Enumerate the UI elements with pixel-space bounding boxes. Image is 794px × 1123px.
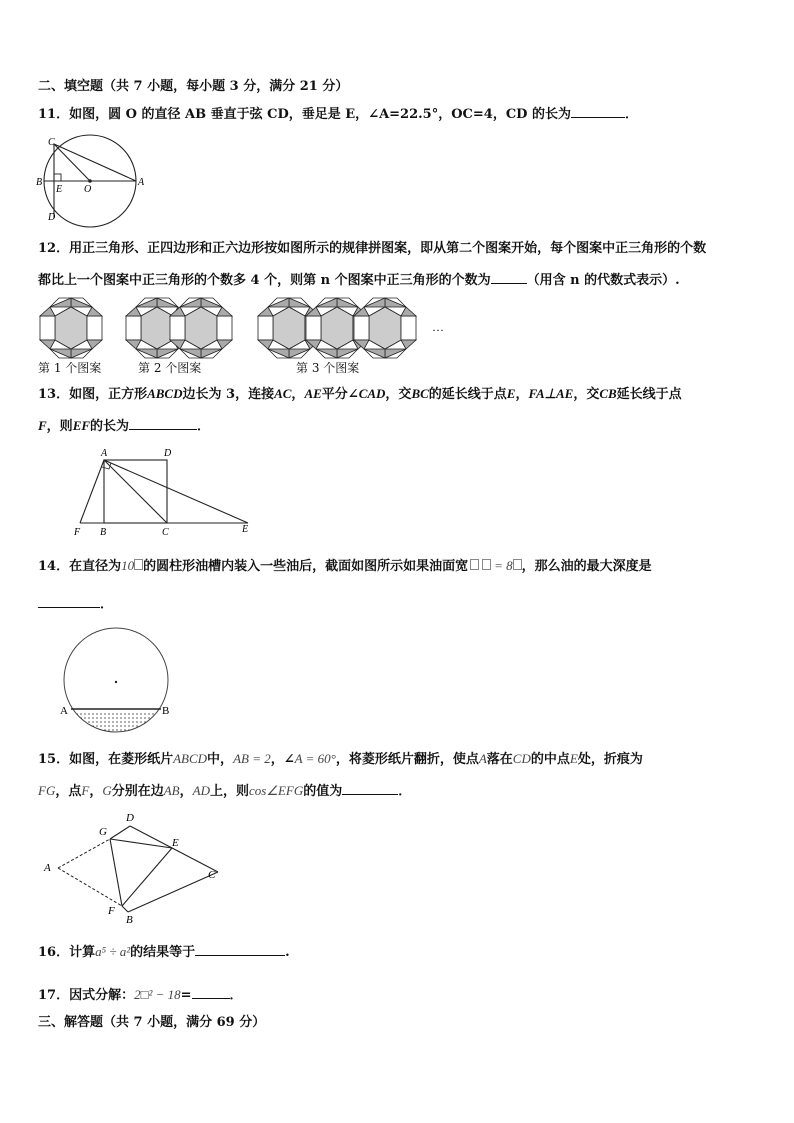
q15-a: A: [478, 751, 487, 766]
q15-angle: A = 60°: [294, 751, 336, 766]
q17-answer-blank[interactable]: [192, 985, 230, 999]
question-12-line-1: 12．用正三角形、正四边形和正六边形按如图所示的规律拼图案，即从第二个图案开始，每个图案中正三角形的个数: [38, 241, 707, 256]
q16-t1: 16．计算: [38, 945, 96, 960]
q15-side-gd: [110, 826, 130, 839]
q13-label-e: E: [242, 524, 249, 535]
q11-text: 11．如图，圆 O 的直径 AB 垂直于弦 CD，垂足是 E，∠A=22.5°，OC=4，CD 的长为: [38, 107, 571, 122]
q13-ac: AC: [274, 386, 292, 401]
q12-pattern-3-unit-3: [354, 298, 416, 358]
q15-fold-fg: [110, 839, 122, 906]
q15-t1: 15．如图，在菱形纸片: [38, 752, 174, 767]
q13-end: ．: [197, 419, 211, 434]
q13-label-f: F: [74, 527, 81, 538]
q13-t8: ，则: [46, 419, 73, 434]
q13-cad: CAD: [358, 386, 386, 401]
q13-label-c: C: [162, 527, 169, 538]
q14-t1: 14．在直径为: [38, 559, 122, 574]
q15-t13: 的值为: [303, 784, 343, 799]
q15-dashed-ag: [58, 839, 110, 868]
q14-label-b: B: [162, 705, 170, 717]
q14-circle: [64, 628, 168, 732]
question-16-text: [38, 942, 290, 962]
q15-label-g: G: [99, 826, 107, 838]
q13-f: F: [38, 418, 47, 433]
q15-t12: 上，则: [209, 784, 249, 799]
q11-answer-blank[interactable]: [571, 104, 625, 118]
question-13-line-2: [38, 416, 210, 436]
q15-abcd: ABCD: [173, 751, 208, 766]
q13-comma: ，: [291, 387, 305, 402]
q15-ab2: AB: [163, 783, 180, 798]
q15-cd: CD: [512, 751, 531, 766]
q15-ab: AB = 2: [233, 751, 271, 766]
q15-side-dc: [130, 826, 218, 872]
q12-caption-2: 第 2 个图案: [138, 361, 202, 375]
q17-t1: 17．因式分解：: [38, 988, 135, 1003]
q15-t7: 处，折痕为: [577, 752, 643, 767]
q14-box-4: [513, 559, 522, 570]
q13-t6: ，交: [573, 387, 600, 402]
question-12-line-2: [38, 270, 680, 290]
q15-e: E: [569, 751, 578, 766]
q14-box-1: [134, 559, 143, 570]
q15-label-f: F: [108, 905, 115, 917]
q14-circle-figure: [56, 622, 186, 732]
q13-cb: CB: [599, 386, 617, 401]
q11-end: ．: [624, 107, 638, 122]
q17-equals: =: [180, 988, 192, 1003]
q13-t4: ，交: [385, 387, 412, 402]
question-15-line-1: [38, 750, 643, 769]
q15-fg: FG: [38, 783, 56, 798]
q15-t6: 的中点: [530, 752, 570, 767]
q14-answer-blank[interactable]: [38, 594, 100, 608]
q13-segment-af: [80, 460, 104, 523]
q11-right-angle-mark: [54, 174, 61, 181]
section-3-title: 三、解答题（共 7 小题，满分 69 分）: [38, 1015, 266, 1030]
q15-t4: ，将菱形纸片翻折，使点: [335, 752, 479, 767]
q11-segment-co: [54, 144, 90, 181]
q13-bc: BC: [411, 386, 429, 401]
q12-text-2b: （用含 n 的代数式表示）.: [526, 273, 680, 288]
q12-caption-1: 第 1 个图案: [38, 361, 102, 375]
q12-text-2a: 都比上一个图案中正三角形的个数多 4 个，则第 n 个图案中正三角形的个数为: [38, 273, 491, 288]
q15-cos-efg: cos∠EFG: [249, 783, 304, 798]
q14-end: ．: [100, 597, 114, 612]
q15-t5: 落在: [486, 752, 513, 767]
q13-segment-ac: [104, 460, 167, 523]
q13-t3: 平分∠: [321, 387, 359, 402]
q13-label-a: A: [101, 448, 108, 459]
q16-answer-blank[interactable]: [195, 942, 285, 956]
q11-label-b: B: [36, 177, 43, 188]
q15-t11: ，: [179, 784, 193, 799]
q12-pattern-figures: [40, 298, 480, 358]
q15-g: G: [102, 783, 112, 798]
q15-end: ．: [398, 784, 412, 799]
q13-segment-ae: [104, 460, 248, 523]
q15-dashed-af: [58, 868, 122, 906]
q17-expression: 2□² − 18: [134, 987, 181, 1002]
q15-t2: 中，: [207, 752, 234, 767]
q13-t2: 边长为 3，连接: [182, 387, 275, 402]
q11-center-dot: [88, 179, 92, 183]
q13-label-b: B: [100, 527, 107, 538]
q13-answer-blank[interactable]: [129, 416, 197, 430]
q13-ef: EF: [72, 418, 91, 433]
q14-box-3: [482, 559, 491, 570]
q12-answer-blank[interactable]: [491, 270, 527, 284]
question-13-line-1: [38, 385, 682, 404]
q15-side-cb: [128, 872, 218, 912]
q15-ad: AD: [192, 783, 210, 798]
q16-expression: a⁵ ÷ a²: [95, 944, 131, 959]
q15-t9: ，: [89, 784, 103, 799]
q15-label-c: C: [208, 869, 216, 881]
q11-label-c: C: [48, 137, 55, 148]
q15-answer-blank[interactable]: [342, 781, 398, 795]
q13-label-d: D: [164, 448, 172, 459]
q14-center-dot: [115, 681, 117, 683]
q15-label-a: A: [44, 862, 51, 874]
q13-abcd: ABCD: [147, 386, 183, 401]
q11-label-a: A: [138, 177, 145, 188]
question-17-text: [38, 985, 243, 1005]
q13-square-figure: [70, 446, 270, 541]
question-11-text: [38, 104, 638, 124]
q14-diameter: 10: [121, 558, 135, 573]
q12-pattern-2-unit-2: [170, 298, 232, 358]
q15-label-e: E: [172, 837, 179, 849]
q15-segment-fe: [122, 848, 172, 906]
q15-label-b: B: [126, 914, 133, 926]
q13-right-angle-mark: [102, 463, 111, 469]
q13-t1: 13．如图，正方形: [38, 387, 148, 402]
q14-label-a: A: [60, 705, 68, 717]
q15-side-fb: [122, 906, 128, 912]
q13-fa-perp-ae: FA⊥AE: [528, 386, 574, 401]
q13-comma-2: ，: [515, 387, 529, 402]
q11-label-o: O: [84, 184, 92, 195]
q13-ae: AE: [304, 386, 322, 401]
q12-pattern-1: [40, 298, 102, 358]
q13-e: E: [506, 386, 516, 401]
q15-label-d: D: [126, 812, 134, 824]
q12-ellipsis: …: [432, 320, 444, 334]
question-15-line-2: [38, 781, 411, 801]
q11-label-d: D: [48, 212, 56, 223]
q13-t9: 的长为: [90, 419, 130, 434]
question-14-line-1: [38, 557, 652, 576]
q11-label-e: E: [56, 184, 63, 195]
q11-circle-figure: [34, 134, 154, 224]
q15-t8: ，点: [55, 784, 82, 799]
section-title: 二、填空题（共 7 小题，每小题 3 分，满分 21 分）: [38, 79, 349, 94]
q13-t5: 的延长线于点: [428, 387, 507, 402]
q15-f: F: [81, 783, 90, 798]
q14-t2: 的圆柱形油槽内装入一些油后，截面如图所示如果油面宽: [143, 559, 469, 574]
q15-rhombus-figure: [42, 810, 242, 925]
q13-t7: 延长线于点: [616, 387, 682, 402]
q12-caption-3: 第 3 个图案: [296, 361, 360, 375]
q14-box-2: [470, 559, 479, 570]
q14-t3: ，那么油的最大深度是: [521, 559, 652, 574]
q14-width: = 8: [494, 558, 513, 573]
q16-t2: 的结果等于: [130, 945, 196, 960]
question-14-line-2: [38, 594, 113, 614]
q16-end: .: [285, 945, 290, 960]
q17-end: ．: [229, 988, 243, 1003]
q15-t3: ，∠: [270, 752, 295, 767]
q15-t10: 分别在边: [111, 784, 164, 799]
